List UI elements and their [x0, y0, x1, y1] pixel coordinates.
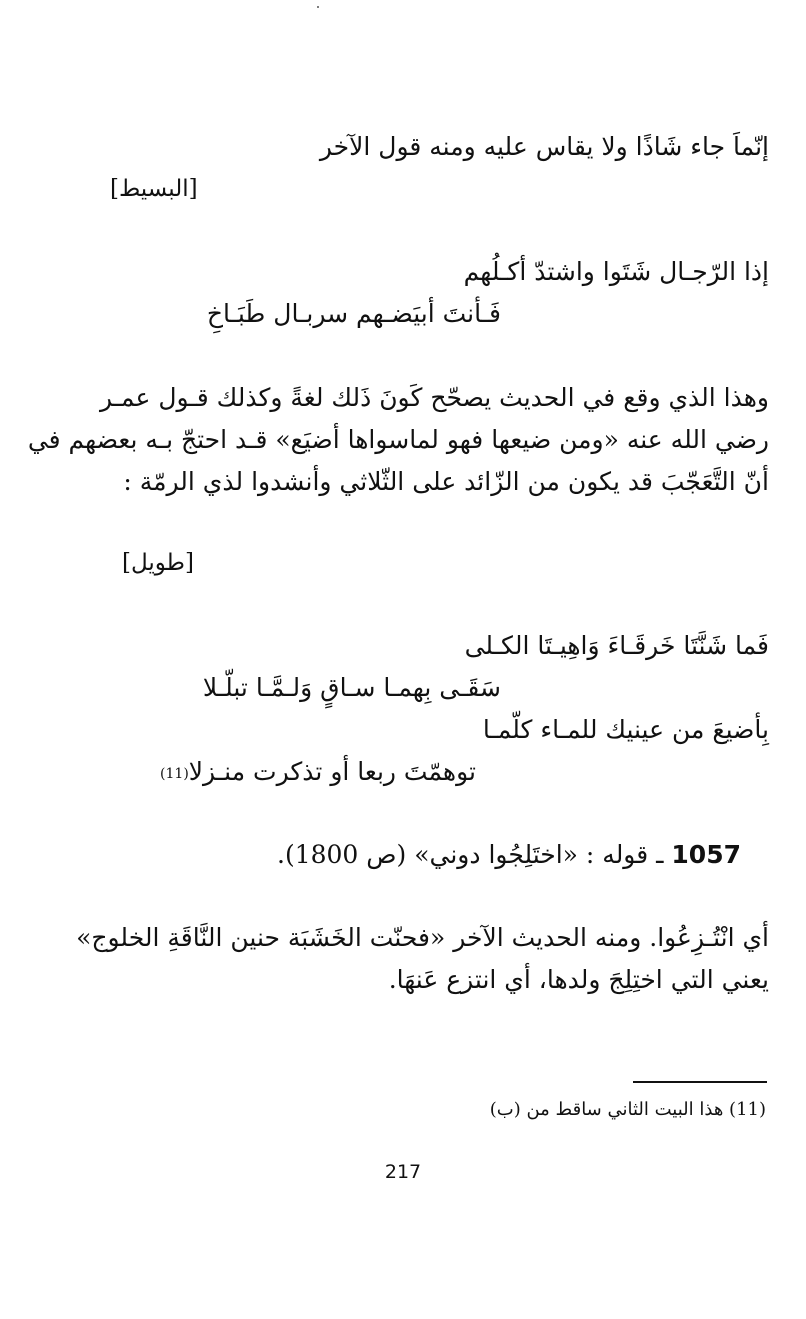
scan-speck: [317, 6, 319, 8]
text-line-1: إنّماَ جاء شَاذًا ولا يقاس عليه ومنه قول الآخر: [319, 132, 769, 161]
meter-label-tawil: [طويل]: [122, 550, 194, 576]
verse-1-second-hemistich: فَـأنتَ أبيَضـهم سربـال طَبَـاخِ: [206, 299, 501, 328]
verse-2-second-hemistich: سَقَـى بِهمـا سـاقٍ وَلـمَّـا تبلّـلا: [202, 673, 501, 702]
verse-3-second-hemistich: [160, 756, 476, 790]
footnote-marker: (11): [160, 766, 189, 782]
entry-number: 1057: [671, 840, 741, 869]
meter-label-basit: [البسيط]: [110, 176, 198, 202]
footnote-separator: [633, 1081, 767, 1083]
entry-heading-text: ـ قوله : «اختَلِجُوا دوني» (ص 1800).: [277, 840, 664, 869]
paragraph-line-5: يعني التي اختِلِجَ ولدها، أي انتزع عَنهَا.: [388, 965, 769, 994]
verse-3-second-text: توهمّتَ ربعا أو تذكرت منـزلا: [188, 757, 476, 786]
page-number: 217: [384, 1161, 422, 1183]
entry-heading: [277, 839, 741, 871]
paragraph-line-2: رضي الله عنه «ومن ضيعها فهو لماسواها أضيَع» قـد احتجّ بـه بعضهم في: [27, 425, 769, 454]
footnote-text: (11) هذا البيت الثاني ساقط من (ب): [489, 1099, 766, 1120]
verse-2-first-hemistich: فَما شَنَّتَا خَرقَـاءَ وَاهِيـتَا الكـلى: [464, 631, 769, 660]
verse-3-first-hemistich: بِأضيعَ من عينيك للمـاء كلّمـا: [482, 715, 769, 744]
verse-1-first-hemistich: إذا الرّجـال شَتَوا واشتدّ أكـلُهم: [463, 257, 769, 286]
paragraph-line-4: أي انْتُـزِعُوا. ومنه الحديث الآخر «فحنّت الخَشَبَة حنين النَّاقَةِ الخلوج»: [76, 923, 769, 952]
paragraph-line-3: أنّ التَّعَجّبَ قد يكون من الزّائد على الثّلاثي وأنشدوا لذي الرمّة :: [123, 467, 769, 496]
paragraph-line-1: وهذا الذي وقع في الحديث يصحّح كَونَ ذَلك لغةً وكذلك قـول عمـر: [99, 383, 769, 412]
